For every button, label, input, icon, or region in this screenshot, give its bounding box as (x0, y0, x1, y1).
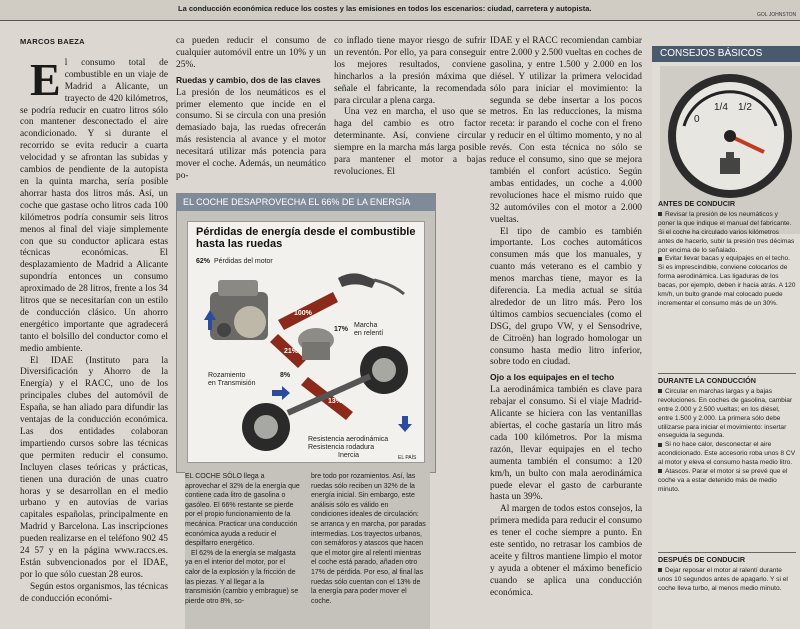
tip-item: Atascos. Parar el motor si se prevé que el coche va a estar detenido más de medio minuto. (658, 468, 788, 493)
lead-line: La conducción económica reduce los costes y las emisiones en todos los escenarios: ciudad, carretera y autopista. (178, 4, 592, 13)
section-divider (658, 373, 796, 374)
transmission-input-percent: 21% (284, 348, 299, 355)
caption-column-left (185, 472, 301, 606)
caption-paragraph: bre todo por rozamientos. Así, las ruedas sólo reciben un 32% de la energía inicial. Sin embargo, este análisis sólo es válido en condiciones ideales de circulación: se arranca y en marcha, por paradas intermedias. Los trayectos urbanos, con semáforos y atascos que hacen que el motor gire al relentí mientras el coche está parado, añaden otro 17% de pérdida. Por eso, al final las ruedas sólo cuentan con el 13% de la energía para poder mover el coche. (311, 473, 426, 605)
paragraph: ca pueden reducir el consumo de cualquier automóvil entre un 10% y un 25%. (176, 36, 326, 70)
svg-text:1/4: 1/4 (714, 102, 728, 113)
bullet-icon (658, 389, 662, 393)
paragraph: Al margen de todos estos consejos, la primera medida para reducir el consumo es tener el coche siempre a punto. En este sentido, no retrasar los cambios de aceite y filtros mantiene limpio el motor y ayuda a obtener el máximo beneficio cuando se aplica una conducción económica. (490, 504, 642, 598)
byline: MARCOS BAEZA (20, 37, 85, 46)
photo-credit: GOL JOHNSTON (757, 12, 797, 18)
section-title: ANTES DE CONDUCIR (658, 199, 736, 208)
infographic-panel (187, 221, 425, 463)
transmission-loss-label: en Transmisión (208, 380, 256, 387)
bullet-icon (658, 568, 662, 572)
tip-item: Evitar llevar bacas y equipajes en el techo. Si es imprescindible, conviene colocarlos de forma aerodinámica. Las ligaduras de los bacas, por ejemplo, deben ir hacia atrás. A 120 km/h, un bulto grande mal colocado puede incrementar el consumo más de un 30%. (658, 255, 796, 307)
resistance-label: Inercia (338, 452, 360, 459)
resistance-label: Resistencia rodadura (308, 444, 375, 451)
engine-illustration (210, 280, 268, 340)
bullet-icon (658, 212, 662, 216)
svg-text:0: 0 (694, 114, 700, 125)
transmission-loss-percent: 8% (280, 372, 291, 379)
section-divider (658, 552, 796, 553)
infographic-caption (185, 472, 430, 629)
dropcap: E (30, 53, 61, 105)
paragraph: El tipo de cambio es también importante. Los coches automáticos consumen más que los manuales, y cuanto más veterano es el cambio y menos marchas tiene, mayor es la diferencia. La media actual se sitúa alrededor de un litro más. Pero los últimos cambios secuenciales (como el DSG, del grupo VW, y el Sensodrive, de Citroën) han logrado homologar un consumo hasta medio litro inferior, sobre todo en ciudad. (490, 226, 642, 368)
subheading: Ruedas y cambio, dos de las claves (176, 74, 321, 85)
subheading: Ojo a los equipajes en el techo (490, 372, 615, 383)
paragraph: La presión de los neumáticos es el primer elemento que incide en el consumo. Si se circula con una presión demasiado baja, las ruedas ofrecerán más resistencia al avance y el motor necesitará utilizar más potencia para mover el coche. Además, un neumático po- (176, 87, 326, 181)
header-rule (0, 20, 800, 21)
resistance-label: Resistencia aerodinámica (308, 436, 389, 443)
tip-item: Revisar la presión de los neumáticos y poner la que indique el manual del fabricante. Si el coche ha circulado varios kilómetros antes de hacerlo, subir la presión tres décimas por encima de lo señalado. (658, 210, 795, 254)
tip-item: Circular en marchas largas y a bajas revoluciones. En coches de gasolina, cambiar entre 2.000 y 2.500 vueltas; en los diésel, entre 1.500 y 2.000. La primera sólo debe utilizarse para iniciar el movimiento: insertar enseguida la segunda. (658, 387, 793, 440)
tips-sidebar (652, 46, 800, 629)
bullet-icon (658, 257, 662, 261)
paragraph: Según estos organismos, las técnicas de conducción económi- (20, 581, 168, 604)
svg-text:1/2: 1/2 (738, 102, 752, 113)
wheel-energy-percent: 13% (328, 398, 343, 405)
fuel-nozzle-illustration (338, 273, 404, 294)
paragraph: l consumo total de combustible en un viaje de Madrid a Alicante, un trayecto de 420 kilómetros, se podría reducir en cuatro litros sólo con mantener desconectado el aire acondicionado. Y si durante el recorrido se evita reducir a cuarta velocidad y se afrontan las subidas y cambios de pendiente de la autopista en la quinta marcha, sería posible ahorrar hasta dos litros más. Así, un coche que gastase ocho litros cada 100 kilómetros podría consumir seis litros menos al final del viaje simplemente con que su conductor aplicara estas técnicas económicas. El desplazamiento de Madrid a Alicante supondría entonces un consumo aproximado de 28 litros, frente a los 34 litros que se necesitarían con un estilo de conducción clásico. Un ahorro energético importante que agradecerá tanto el bolsillo del conductor como el medio ambiente. (20, 57, 168, 354)
paragraph: IDAE y el RACC recomiendan cambiar entre 2.000 y 2.500 vueltas en coches de gasolina, y entre 1.500 y 2.000 en los diésel. Y utilizar la primera velocidad sólo para iniciar el movimiento: la segunda se debe insertar a los pocos metros. En las reducciones, la misma receta: ir parando el coche con el freno y reducir en el último momento, y no al revés. Con esta técnica no sólo se reduce el consumo, sino que se mejora también el confort acústico. Según ambas entidades, un coche a 4.000 revoluciones hace el mismo ruido que 32 automóviles con el motor a 2.000 vueltas. (490, 36, 642, 225)
engine-loss-label: Pérdidas del motor (214, 258, 273, 265)
gearbox-illustration (298, 328, 334, 360)
transmission-loss-label: Rozamiento (208, 372, 246, 379)
infographic-header: EL COCHE DESAPROVECHA EL 66% DE LA ENERGÍA (177, 194, 435, 211)
fuel-percent: 100% (294, 310, 312, 317)
section-title: DURANTE LA CONDUCCIÓN (658, 376, 756, 385)
loss-arrow-down (398, 416, 412, 432)
sidebar-header: CONSEJOS BÁSICOS (652, 46, 800, 62)
paragraph: Una vez en marcha, el uso que se haga del cambio es otro factor determinante. Así, conviene circular siempre en la marcha más larga posible para mantener el motor a bajas revoluciones. El (334, 107, 486, 177)
article-column-1 (20, 36, 168, 629)
caption-column-right (311, 472, 427, 606)
paragraph: El IDAE (Instituto para la Diversificación y Ahorro de la Energía) y el RACC, uno de los principales clubes del automóvil de España, se han aliado para difundir las ventajas de la conducción económica. Las dos entidades colaboran impartiendo cursos sobre las técnicas que permiten reducir el consumo. Incluyen clases teóricas y prácticas, tienen una duración de unas cuatro horas y se desarrollan en el medio urbano y en autovías de varias capitales españolas, principalmente en Madrid y Barcelona. Las inscripciones pueden realizarse en el teléfono 902 45 24 57 y en la página www.raccs.es. Están subvencionados por el IDAE, por lo que sólo cuestan 28 euros. (20, 355, 168, 580)
infographic-title: Pérdidas de energía desde el combustible hasta las ruedas (196, 226, 416, 250)
caption-paragraph: EL COCHE SÓLO llega a aprovechar el 32% de la energía que contiene cada litro de gasolina o gasóleo. El 66% restante se pierde por el propio funcionamiento de la mecánica. Practicar una conducción económica ayuda a reducir el despilfarro energético. (185, 473, 300, 548)
bullet-icon (658, 443, 662, 447)
idle-loss-label: en relentí (354, 330, 384, 337)
loss-arrow-right (272, 386, 290, 400)
idle-loss-percent: 17% (334, 326, 349, 333)
section-after-driving (658, 556, 796, 594)
infographic-source: EL PAÍS (398, 455, 417, 461)
article-column-2 (176, 36, 326, 194)
bullet-icon (658, 469, 662, 473)
paragraph: co inflado tiene mayor riesgo de sufrir un reventón. Por ello, ya para conseguir los mejores resultados, conviene hincharlos a la presión máxima que señale el fabricante, la recomendada para circular a plena carga. (334, 36, 486, 106)
section-title: DESPUÉS DE CONDUCIR (658, 555, 746, 564)
section-before-driving (658, 200, 796, 309)
tip-item: Dejar reposar el motor al ralentí durante unos 10 segundos antes de apagarlo. Y si el coche lleva turbo, al menos medio minuto. (658, 566, 788, 592)
tip-item: Si no hace calor, desconectar el aire acondicionado. Este accesorio roba unos 8 CV al motor y eleva el consumo hasta medio litro. (658, 441, 796, 467)
article-column-4 (490, 36, 642, 629)
caption-paragraph: El 62% de la energía se malgasta ya en el interior del motor, por el calor de la explosión y la fricción de las piezas. Y al llegar a la transmisión (cambio y embrague) se pierde otro 8%, so- (185, 549, 299, 605)
article-column-3 (334, 36, 486, 194)
engine-loss-percent: 62% (196, 258, 211, 265)
section-while-driving (658, 377, 796, 495)
infographic (176, 193, 436, 473)
paragraph: La aerodinámica también es clave para rebajar el consumo. Si el viaje Madrid-Alicante se hiciera con las ventanillas abiertas, el coche gastaría un litro más cada 100 kilómetros. Por la misma razón, llevar equipajes en el techo aumenta también el consumo: a 120 km/h, un bulto con mala aerodinámica puede elevar el gasto de carburante hasta un 39%. (490, 385, 642, 503)
idle-loss-label: Marcha (354, 322, 378, 329)
